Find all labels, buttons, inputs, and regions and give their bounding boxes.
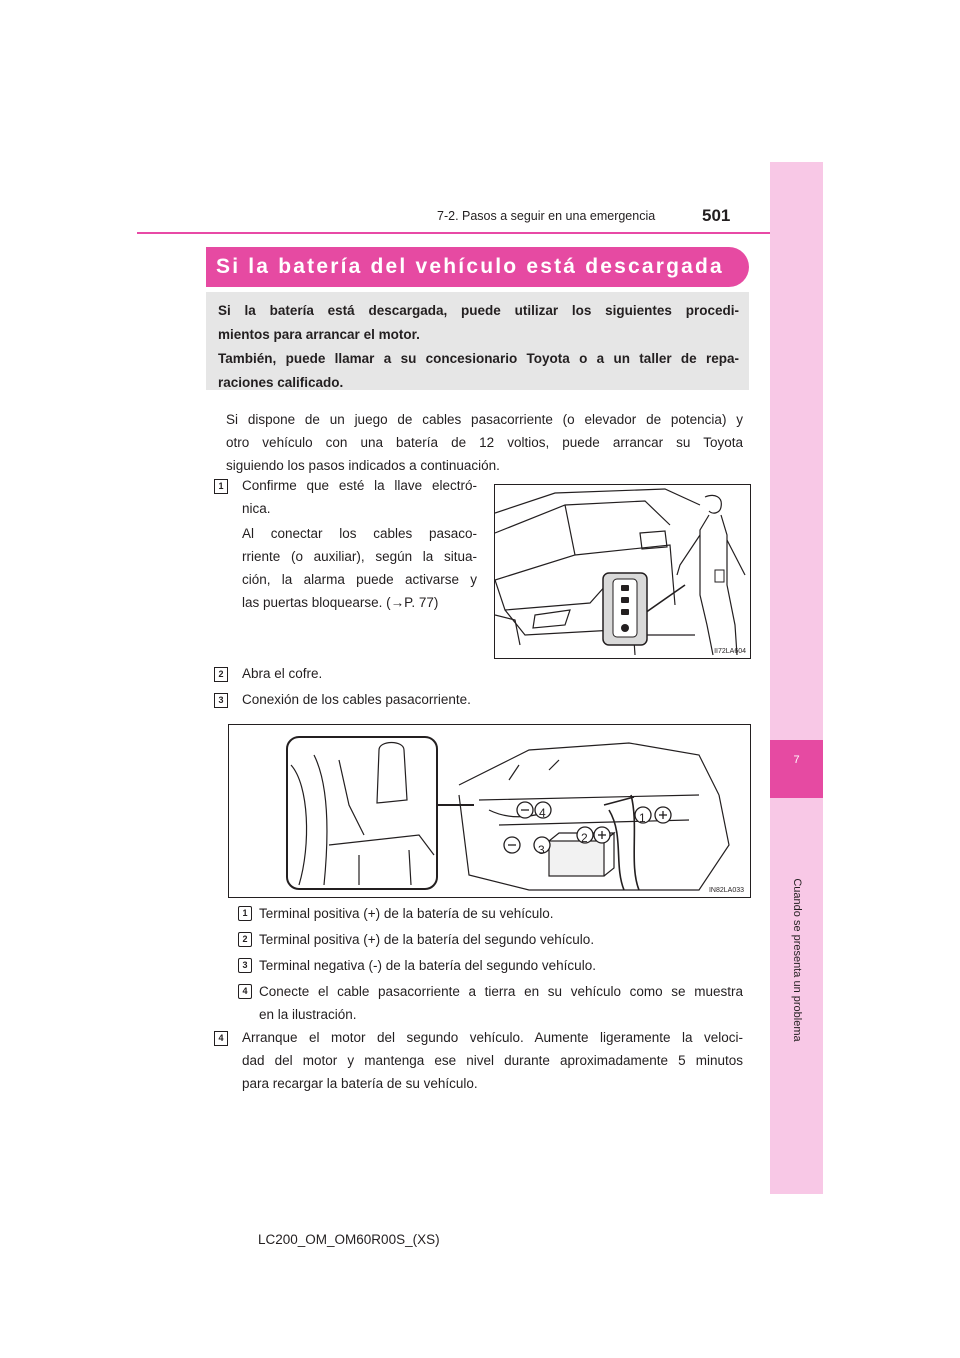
- chapter-number: 7: [793, 754, 800, 766]
- step-1-line: Al conectar los cables pasaco-: [242, 526, 477, 541]
- section-reference: 7-2. Pasos a seguir en una emergencia: [437, 209, 656, 223]
- step-number-badge: 1: [214, 479, 228, 494]
- step-4-line: dad del motor y mantenga ese nivel durante aproximadamente 5 minutos: [242, 1053, 743, 1068]
- terminal-2-text: Terminal positiva (+) de la batería del segundo vehículo.: [259, 932, 595, 947]
- callout-number: 3: [538, 843, 545, 857]
- step-1-line: rriente (o auxiliar), según la situa-: [242, 549, 477, 564]
- step-2-text: Abra el cofre.: [242, 666, 323, 681]
- section-title-bar: [206, 247, 749, 287]
- engine-bay-illustration: [229, 725, 750, 897]
- chapter-side-tab-active: [770, 740, 823, 798]
- step-1-line: ción, la alarma puede activarse y: [242, 572, 477, 587]
- paragraph-line: Si dispone de un juego de cables pasacorriente (o elevador de potencia) y: [226, 412, 743, 427]
- figure-code: IN82LA033: [708, 887, 744, 894]
- figure-jumper-cables: [228, 724, 751, 898]
- step-number-badge: 3: [214, 693, 228, 708]
- callout-number: 1: [639, 811, 646, 825]
- intro-line: Si la batería está descargada, puede utilizar los siguientes procedi-: [218, 303, 739, 318]
- callout-number: 2: [581, 831, 588, 845]
- intro-line: También, puede llamar a su concesionario Toyota o a un taller de repa-: [218, 351, 739, 366]
- intro-line: mientos para arrancar el motor.: [218, 327, 420, 342]
- paragraph-line: siguiendo los pasos indicados a continuación.: [226, 458, 500, 473]
- step-number-badge: 4: [214, 1031, 228, 1046]
- intro-line: raciones calificado.: [218, 375, 344, 390]
- terminal-number: 4: [238, 984, 252, 999]
- header-rule: [137, 232, 823, 234]
- terminal-1-text: Terminal positiva (+) de la batería de su vehículo.: [259, 906, 554, 921]
- callout-number: 4: [539, 806, 546, 820]
- terminal-4-text: Conecte el cable pasacorriente a tierra en su vehículo como se muestra: [259, 984, 743, 999]
- car-door-key-illustration: [495, 485, 750, 658]
- terminal-number: 2: [238, 932, 252, 947]
- section-title: Si la batería del vehículo está descargada: [216, 255, 724, 278]
- step-1-line: nica.: [242, 501, 271, 516]
- intro-box: [206, 292, 749, 390]
- terminal-3-text: Terminal negativa (-) de la batería del segundo vehículo.: [259, 958, 596, 973]
- terminal-number: 1: [238, 906, 252, 921]
- document-code: LC200_OM_OM60R00S_(XS): [258, 1232, 440, 1247]
- step-1-line: las puertas bloquearse. (→P. 77): [242, 595, 439, 610]
- page-number: 501: [702, 206, 731, 225]
- figure-smart-key: [494, 484, 751, 659]
- step-3-text: Conexión de los cables pasacorriente.: [242, 692, 471, 707]
- paragraph-line: otro vehículo con una batería de 12 voltios, puede arrancar su Toyota: [226, 435, 743, 450]
- step-4-line: Arranque el motor del segundo vehículo. Aumente ligeramente la veloci-: [242, 1030, 743, 1045]
- chapter-label: Cuando se presenta un problema: [791, 878, 803, 1042]
- terminal-number: 3: [238, 958, 252, 973]
- figure-code: II72LA604: [714, 648, 746, 655]
- terminal-4-text: en la ilustración.: [259, 1007, 357, 1022]
- step-number-badge: 2: [214, 667, 228, 682]
- step-4-line: para recargar la batería de su vehículo.: [242, 1076, 478, 1091]
- step-1-line: Confirme que esté la llave electró-: [242, 478, 477, 493]
